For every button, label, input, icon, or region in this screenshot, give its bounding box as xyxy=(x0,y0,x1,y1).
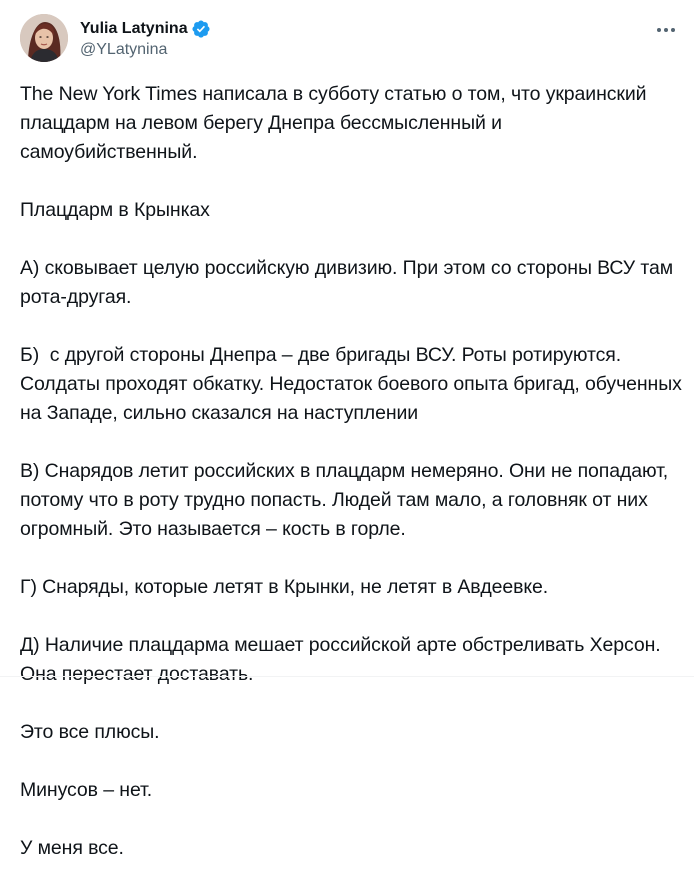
name-row xyxy=(80,18,211,40)
tweet-paragraph: The New York Times написала в субботу статью о том, что украинский плацдарм на левом берегу Днепра бессмысленный и самоубийственный. xyxy=(20,83,652,163)
screenshot-seam-divider xyxy=(0,676,694,677)
avatar-photo-icon xyxy=(20,14,68,62)
more-dot xyxy=(657,28,661,32)
avatar[interactable] xyxy=(20,14,68,62)
author-display-name[interactable]: Yulia Latynina xyxy=(80,20,188,37)
tweet-paragraph: А) сковывает целую российскую дивизию. При этом со стороны ВСУ там рота-другая. xyxy=(20,257,679,308)
tweet-paragraph: Минусов – нет. xyxy=(20,779,153,801)
tweet-text xyxy=(20,80,688,892)
tweet-paragraph: Плацдарм в Крынках xyxy=(20,199,210,221)
author-handle[interactable]: @YLatynina xyxy=(80,41,168,58)
tweet-paragraph: Д) Наличие плацдарма мешает российской арте обстреливать Херсон. Она перестает доставать. xyxy=(20,634,666,685)
tweet-header xyxy=(20,14,680,66)
verified-badge-icon[interactable] xyxy=(191,19,211,39)
more-options-icon[interactable] xyxy=(652,20,680,40)
more-dot xyxy=(664,28,668,32)
tweet-paragraph: В) Снарядов летит российских в плацдарм немеряно. Они не попадают, потому что в роту трудно попасть. Людей там мало, а головняк от них огромный. Это называется – кость в горле. xyxy=(20,460,674,540)
tweet-paragraph: Г) Снаряды, которые летят в Крынки, не летят в Авдеевке. xyxy=(20,576,549,598)
tweet-paragraph: У меня все. xyxy=(20,837,124,859)
tweet-paragraph: Б) с другой стороны Днепра – две бригады ВСУ. Роты ротируются. Солдаты проходят обкатку. Недостаток боевого опыта бригад, обученных на Западе, сильно сказался на наступлении xyxy=(20,344,688,424)
more-dot xyxy=(671,28,675,32)
author-names xyxy=(80,18,211,59)
tweet-paragraph: Это все плюсы. xyxy=(20,721,160,743)
